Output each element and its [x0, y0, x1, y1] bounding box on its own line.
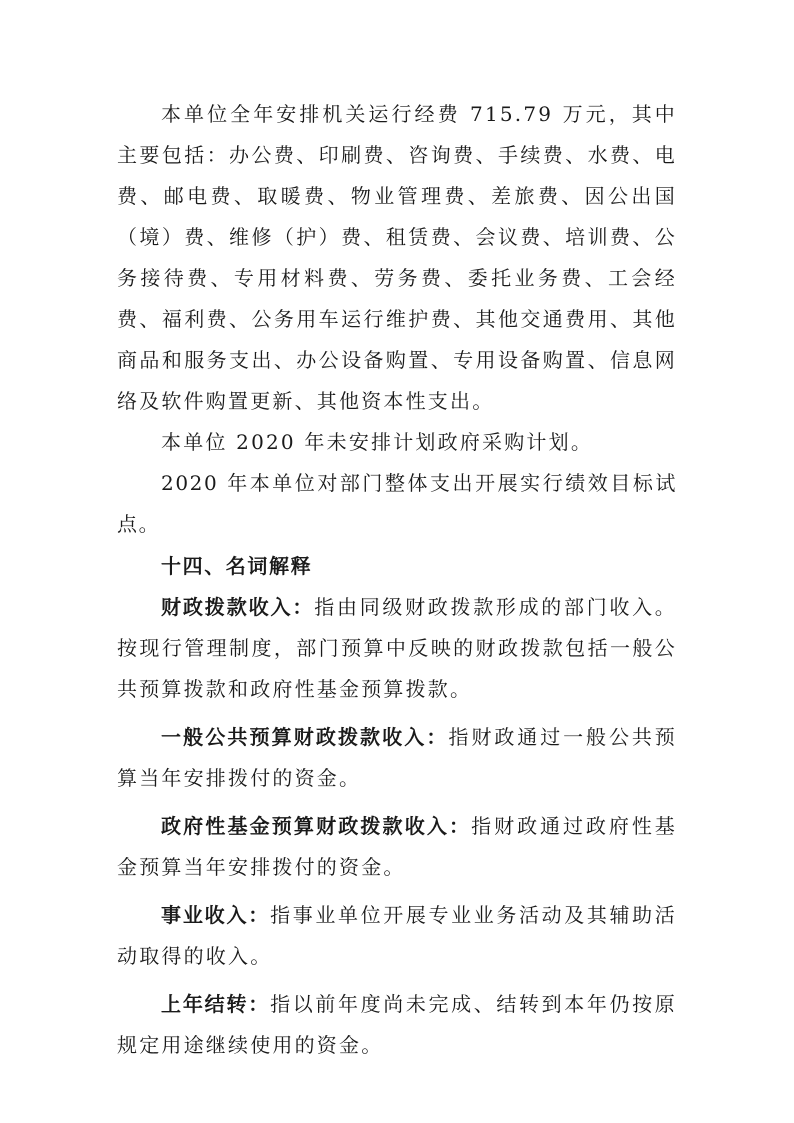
term-definition: 指财政通过一般公共预算当年安排拨付的资金。	[117, 725, 678, 790]
paragraph-procurement: 本单位 2020 年未安排计划政府采购计划。	[161, 430, 594, 454]
term-business-income	[117, 895, 677, 977]
term-name: 上年结转：	[161, 992, 271, 1016]
term-government-fund-appropriation	[117, 806, 677, 888]
term-name: 政府性基金预算财政拨款收入：	[161, 814, 472, 838]
term-name: 一般公共预算财政拨款收入：	[161, 725, 449, 749]
term-definition: 指由同级财政拨款形成的部门收入。按现行管理制度，部门预算中反映的财政拨款包括一般公共预算拨款和政府性基金预算拨款。	[117, 595, 677, 701]
term-general-budget-appropriation	[117, 717, 677, 799]
term-name: 事业收入：	[161, 903, 271, 927]
term-definition: 指事业单位开展专业业务活动及其辅助活动取得的收入。	[117, 903, 677, 968]
term-definition: 指财政通过政府性基金预算当年安排拨付的资金。	[117, 814, 677, 879]
paragraph-operating-expenses: 本单位全年安排机关运行经费 715.79 万元，其中主要包括：办公费、印刷费、咨询费、手续费、水费、电费、邮电费、取暖费、物业管理费、差旅费、因公出国（境）费、维修（护）费、租赁费、会议费、培训费、公务接待费、专用材料费、劳务费、委托业务费、工会经费、福利费、公务用车运行维护费、其他交通费用、其他商品和服务支出、办公设备购置、专用设备购置、信息网络及软件购置更新、其他资本性支出。	[117, 102, 677, 413]
term-fiscal-appropriation	[117, 587, 677, 710]
term-definition: 指以前年度尚未完成、结转到本年仍按原规定用途继续使用的资金。	[117, 992, 677, 1057]
document-body	[117, 94, 677, 1066]
term-name: 财政拨款收入：	[161, 595, 315, 619]
term-prior-year-carryover	[117, 984, 677, 1066]
section-heading-glossary: 十四、名词解释	[161, 554, 313, 578]
paragraph-performance-pilot: 2020 年本单位对部门整体支出开展实行绩效目标试点。	[117, 471, 677, 536]
